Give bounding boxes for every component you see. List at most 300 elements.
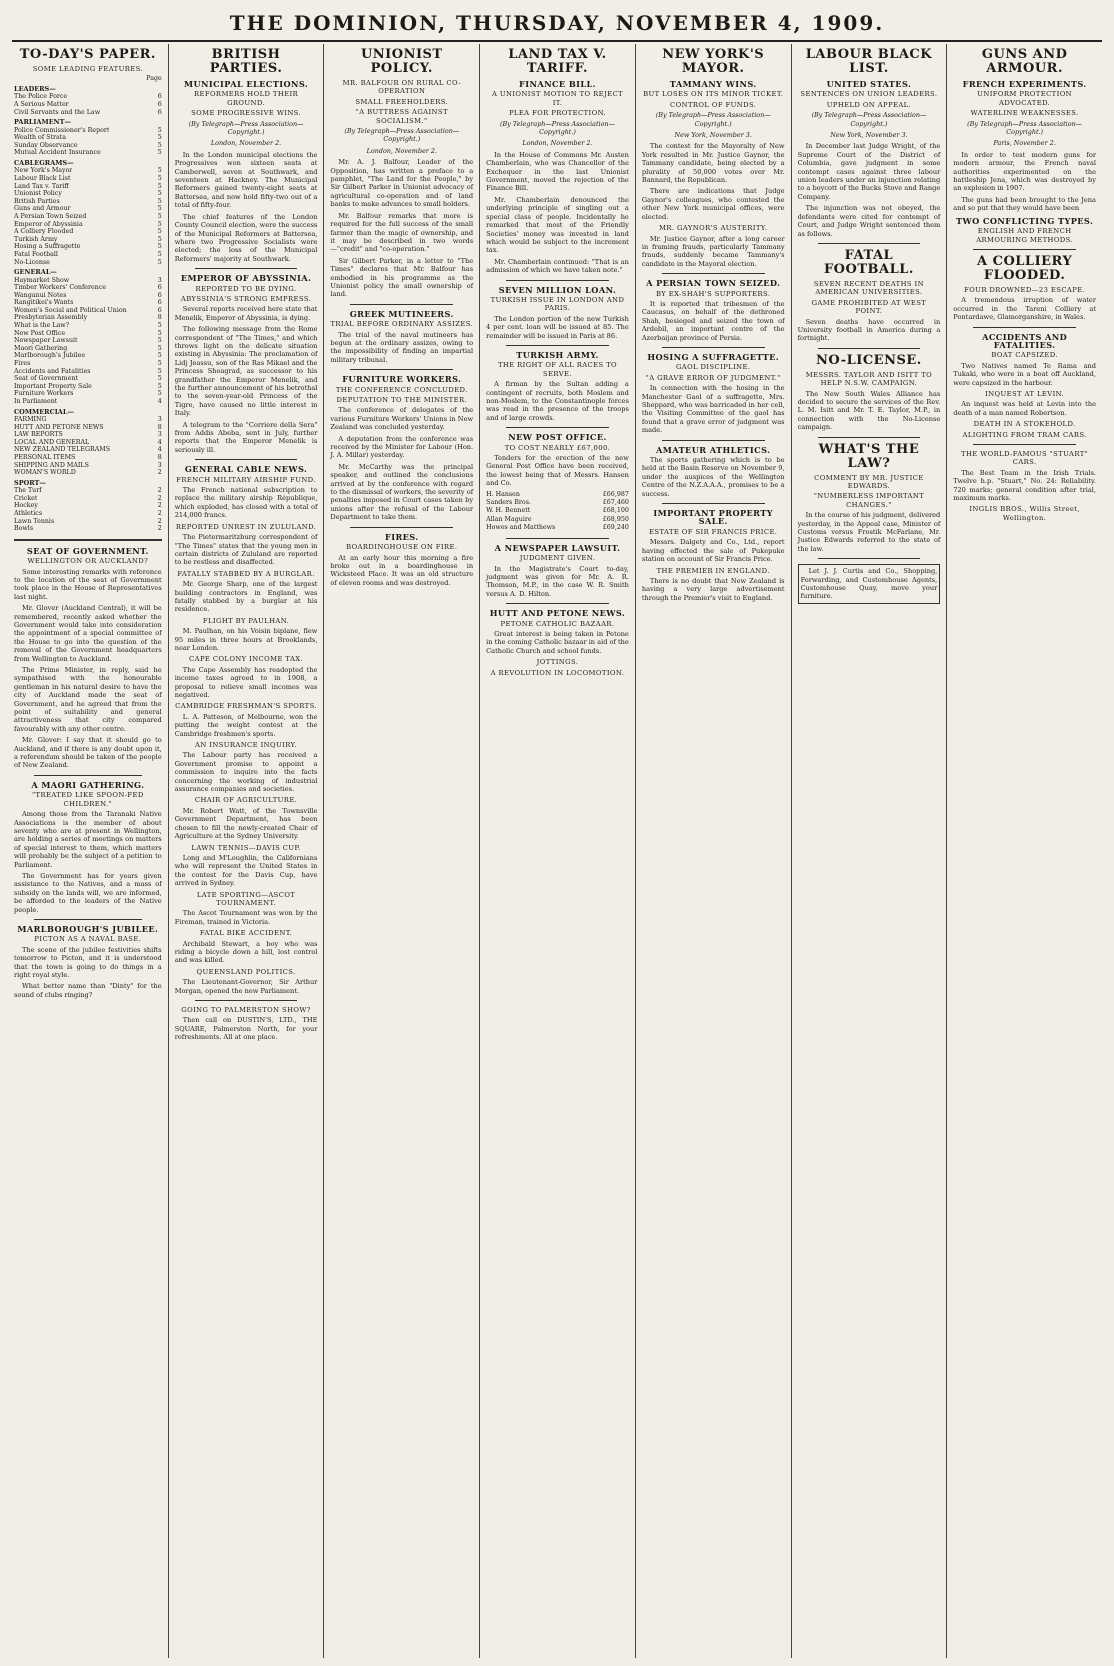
divider: [350, 304, 453, 305]
toc-item-page: 3: [157, 431, 162, 439]
cable-item-text: The Ascot Tournament was won by the Fireman, trained in Victoria.: [174, 909, 318, 926]
toc-group-name: GENERAL—: [14, 268, 57, 277]
cable-item-head: LATE SPORTING—ASCOT TOURNAMENT.: [196, 890, 296, 907]
toc-row: [14, 205, 162, 213]
land-tax-paragraph: In the House of Commons Mr. Austen Chamberlain, who was Chancellor of the Exchequer in the last Unionist Government, moved the rejection of the Finance Bill.: [486, 150, 629, 193]
abyssinia-paragraph: Several reports received here state that Menelik, Emperor of Abyssinia, is dying.: [174, 305, 318, 322]
toc-item-page: 5: [157, 390, 162, 398]
furniture-paragraph: A deputation from the conference was received by the Minister for Labour (Hon. J. A. Millar) yesterday.: [330, 434, 474, 460]
divider: [506, 603, 609, 604]
labour-title: LABOUR BLACK LIST.: [805, 47, 933, 76]
maori-sub: "TREATED LIKE SPOON-FED CHILDREN.": [31, 791, 144, 808]
inquest-head: INQUEST AT LEVIN.: [985, 389, 1065, 398]
toc-item-label: Cricket: [14, 494, 38, 502]
cable-item-head: REPORTED UNREST IN ZULULAND.: [175, 522, 317, 531]
ny-sub2: BUT LOSES ON ITS MINOR TICKET.: [643, 90, 784, 99]
tenders-table: [486, 491, 629, 533]
cable-item-head: LAWN TENNIS—DAVIS CUP.: [191, 843, 301, 852]
cable-item-text: The Cape Assembly has readopted the income taxes agreed to in 1908, a proposal to relieve small incomes was negatived.: [174, 665, 318, 699]
turkish-text: A firman by the Sultan adding a contingent of recruits, both Moslem and non-Moslem, to the Constantinople forces was read in the presence of the troops and of large crowds.: [486, 380, 629, 422]
toc-row: [14, 330, 162, 338]
two-types-sub: ENGLISH AND FRENCH ARMOURING METHODS.: [976, 227, 1074, 244]
toc-item-page: 8: [157, 453, 162, 461]
toc-item-page: 5: [157, 258, 162, 266]
toc-item-label: Land Tax v. Tariff: [14, 182, 69, 190]
tender-row: [486, 491, 629, 499]
british-sub1: MUNICIPAL ELECTIONS.: [183, 79, 309, 89]
toc-row: [14, 518, 162, 526]
fires-paragraph: At an early hour this morning a fire broke out in a boardinghouse in Wicksteed Place. It was an old structure of eleven rooms and was destroyed.: [330, 553, 474, 587]
toc-item-label: Marlborough's Jubilee: [14, 352, 86, 360]
divider: [14, 539, 162, 541]
post-office-sub: TO COST NEARLY £67,000.: [504, 443, 611, 452]
toc-item-label: NEW ZEALAND TELEGRAMS: [14, 446, 111, 454]
whats-law-sub: COMMENT BY MR. JUSTICE EDWARDS.: [814, 473, 924, 490]
ny-sub1: TAMMANY WINS.: [669, 79, 757, 89]
furniture-paragraph: Mr. McCarthy was the principal speaker, and outlined the conclusions arrived at by the conference with regard to the dismissal of workers, the severity of penalties imposed in Court cases taken by unions after the refusal of the Labour Department to take them.: [330, 462, 474, 522]
turkish-title: TURKISH ARMY.: [516, 349, 599, 360]
tram-head: ALIGHTING FROM TRAM CARS.: [962, 430, 1087, 439]
divider: [350, 369, 453, 370]
fatal-text: Seven deaths have occurred in University football in America during a fortnight.: [797, 317, 941, 343]
hosing-sub2: "A GRAVE ERROR OF JUDGMENT.": [645, 373, 781, 382]
toc-item-page: 5: [157, 212, 162, 220]
british-article: [175, 151, 318, 263]
divider: [662, 273, 765, 274]
toc-item-label: A Colliery Flooded: [14, 228, 74, 236]
toc-item-page: 2: [157, 525, 162, 533]
toc-item-page: 3: [157, 416, 162, 423]
table-of-contents: [14, 85, 162, 533]
hosing-text: In connection with the hosing in the Manchester Gaol of a suffragette, Mrs. Sheppard, who was barricaded in her cell, the Visiting Committee of the gaol has found that a grave error of judgment was made.: [641, 384, 785, 435]
toc-row: [14, 175, 162, 183]
guns-sub2: UNIFORM PROTECTION ADVOCATED.: [977, 90, 1073, 107]
divider: [662, 503, 765, 504]
maori-article: [14, 810, 162, 914]
greek-paragraph: The trial of the naval mutineers has begun at the ordinary assizes, owing to the impossibility of finding an impartial military tribunal.: [330, 330, 474, 364]
toc-item-page: 5: [157, 149, 162, 157]
toc-item-label: Important Property Sale: [14, 382, 92, 390]
toc-row: [14, 337, 162, 345]
toc-item-label: Guns and Armour: [14, 205, 71, 213]
toc-row: [14, 236, 162, 244]
labour-article: [798, 142, 941, 237]
stokehold-head: DEATH IN A STOKEHOLD.: [973, 420, 1076, 429]
marl-paragraph: What better name than "Dinty" for the sound of clubs ringing?: [14, 982, 162, 999]
toc-item-page: 2: [157, 487, 162, 495]
no-license-title: NO-LICENSE.: [816, 352, 922, 368]
toc-item-page: 3: [157, 461, 162, 469]
toc-row: [14, 183, 162, 191]
seat-sub: WELLINGTON OR AUCKLAND?: [27, 557, 149, 566]
toc-item-page: 5: [157, 190, 162, 198]
toc-group-name: LEADERS—: [14, 85, 56, 93]
toc-item-label: LAW REPORTS: [14, 431, 63, 439]
toc-item-label: Timber Workers' Conference: [14, 284, 107, 292]
toc-row: [14, 431, 162, 439]
seat-title: SEAT OF GOVERNMENT.: [26, 545, 149, 556]
toc-item-page: 5: [157, 228, 162, 236]
cable-item-head: FLIGHT BY PAULHAN.: [202, 616, 290, 625]
toc-item-page: 6: [157, 306, 162, 314]
toc-item-page: 6: [157, 299, 162, 307]
toc-item-page: 5: [157, 360, 162, 368]
accidents-sub: BOAT CAPSIZED.: [991, 351, 1058, 360]
british-parties-title: BRITISH PARTIES.: [209, 47, 283, 76]
guns-article: [953, 151, 1096, 213]
toc-item-label: British Parties: [14, 197, 60, 205]
stuart-head: THE WORLD-FAMOUS "STUART" CARS.: [961, 450, 1089, 467]
land-tax-paragraph: Mr. Chamberlain continued: "That is an admission of which we have taken note.": [486, 257, 629, 275]
toc-row: [14, 109, 162, 117]
byline: (By Telegraph—Press Association—Copyright.): [344, 127, 460, 144]
newspaper-title: A NEWSPAPER LAWSUIT.: [494, 542, 621, 553]
fatal-sub: SEVEN RECENT DEATHS IN AMERICAN UNIVERSITIES.: [813, 279, 924, 297]
seat-article: [14, 568, 162, 770]
toc-item-page: 4: [157, 438, 162, 446]
toc-item-label: Hockey: [14, 502, 38, 510]
toc-item-label: FARMING: [14, 416, 47, 423]
divider: [818, 558, 921, 559]
toc-item-page: 2: [157, 502, 162, 510]
toc-item-page: 6: [157, 93, 162, 101]
toc-item-page: 5: [157, 367, 162, 375]
divider: [818, 243, 921, 244]
toc-item-label: Seat of Government: [14, 375, 78, 383]
column-4: [479, 44, 635, 1658]
toc-item-label: Sunday Observance: [14, 141, 78, 149]
toc-item-page: 4: [157, 398, 162, 405]
dateline: London, November 2.: [210, 139, 282, 148]
toc-item-page: 5: [157, 197, 162, 205]
divider: [973, 444, 1076, 445]
column-6: [791, 44, 947, 1658]
toc-item-label: HUTT AND PETONE NEWS: [14, 423, 104, 431]
furniture-article: [330, 406, 473, 521]
toc-item-page: 5: [157, 220, 162, 228]
toc-item-label: Mutual Accident Insurance: [14, 149, 101, 157]
todays-paper-sub: SOME LEADING FEATURES.: [32, 65, 143, 73]
two-types-title: TWO CONFLICTING TYPES.: [956, 215, 1094, 226]
persian-text: It is reported that tribesmen of the Caucasus, on behalf of the dethroned Shah, besieged and seized the town of Ardebil, an important centre of the Azerbaijan province of Persia.: [641, 299, 785, 342]
todays-paper-title: TO-DAY'S PAPER.: [19, 47, 156, 62]
seat-paragraph: Mr. Glover (Auckland Central), it will be remembered, recently asked whether the Government would take into consideration the appointment of a special committee of the House to go into the question of the removal of the Government headquarters from Wellington to Auckland.: [14, 604, 162, 663]
toc-row: [14, 525, 162, 533]
toc-row: [14, 228, 162, 236]
british-sub2: REFORMERS HOLD THEIR GROUND.: [193, 90, 299, 107]
unionist-paragraph: Mr. Balfour remarks that more is required for the full success of the small farmer than the magic of ownership, and it may be described in two words—"credit" and "co-operation.": [330, 211, 474, 254]
divider: [506, 345, 609, 346]
labour-sub2: SENTENCES ON UNION LEADERS.: [800, 90, 938, 99]
toc-item-label: New Post Office: [14, 329, 66, 337]
colliery-title: A COLLIERY FLOODED.: [977, 253, 1073, 283]
toc-item-page: 5: [157, 329, 162, 337]
toc-item-label: LOCAL AND GENERAL: [14, 438, 90, 446]
toc-item-label: Wanganui Notes: [14, 291, 67, 299]
unionist-paragraph: Mr. A. J. Balfour, Leader of the Opposition, has written a preface to a pamphlet, "The Land for the People," by Sir Gilbert Parker in Unionist advocacy of agricultural co-operation and of land banks to make advances to small holders.: [330, 158, 474, 209]
cable-item-text: Archibald Stewart, a boy who was riding a bicycle down a hill, lost control and was killed.: [174, 939, 318, 965]
labour-sub1: UNITED STATES.: [826, 79, 912, 89]
toc-item-label: Rangitikei's Wants: [14, 299, 74, 307]
ny-article: [642, 142, 785, 221]
gaynor-title: MR. GAYNOR'S AUSTERITY.: [659, 224, 768, 233]
abyssinia-title: EMPEROR OF ABYSSINIA.: [180, 273, 312, 284]
dateline: New York, November 3.: [674, 131, 752, 140]
toc-item-page: 4: [157, 446, 162, 454]
property-title: IMPORTANT PROPERTY SALE.: [653, 508, 773, 527]
hutt-title: HUTT AND PETONE NEWS.: [489, 608, 626, 619]
whats-law-text: In the course of his judgment, delivered yesterday, in the Appeal case, Minister of Customs versus Frostik McFarlane, Mr. Justice Edwards referred to the state of the law.: [797, 511, 941, 553]
divider: [195, 268, 298, 269]
toc-row: [14, 454, 162, 462]
toc-row: [14, 299, 162, 307]
toc-item-label: A Serious Matter: [14, 101, 69, 108]
fires-title: FIRES.: [385, 531, 419, 542]
marl-article: [14, 946, 162, 999]
toc-item-label: Hosing a Suffragette: [14, 243, 81, 251]
divider: [195, 459, 298, 460]
curtis-ad: Let J. J. Curtis and Co., Shopping, Forwarding, and Customhouse Agents, Customhouse Quay, move your furniture.: [798, 564, 941, 604]
toc-item-page: 6: [157, 108, 162, 116]
toc-item-page: 5: [157, 167, 162, 175]
cable-item-head: CAPE COLONY INCOME TAX.: [189, 655, 304, 664]
land-tax-title: LAND TAX V. TARIFF.: [508, 47, 607, 76]
divider: [973, 327, 1076, 328]
toc-row: [14, 213, 162, 221]
dateline: New York, November 3.: [830, 131, 908, 140]
byline: (By Telegraph—Press Association—Copyright.): [500, 119, 615, 137]
unionist-title: UNIONIST POLICY.: [360, 47, 443, 76]
palmerston-title: GOING TO PALMERSTON SHOW?: [181, 1006, 311, 1014]
fires-sub: BOARDINGHOUSE ON FIRE.: [346, 543, 458, 552]
toc-item-page: 8: [157, 423, 162, 431]
general-cable-title: GENERAL CABLE NEWS.: [184, 464, 308, 475]
maori-paragraph: The Government has for years given assistance to the Natives, and a mass of subsidy on the lands will, we are informed, be afforded to the leaders of the Native people.: [14, 871, 162, 914]
cable-item-text: The Pietermaritzburg correspondent of "The Times" states that the young men in certain districts of Zululand are reported to be restless and disaffected.: [174, 533, 318, 567]
premier-head: THE PREMIER IN ENGLAND.: [656, 566, 770, 575]
dateline: London, November 2.: [366, 146, 437, 155]
toc-item-page: 5: [157, 235, 162, 243]
stuart-text: The Best Team in the Irish Trials. Twelve h.p. "Stuart," No. 24: Reliability. 720 marks; general condition after trial, maximum marks.: [953, 468, 1096, 503]
toc-item-page: 5: [157, 344, 162, 352]
toc-row: [14, 439, 162, 447]
cable-item-head: QUEENSLAND POLITICS.: [196, 967, 296, 976]
fires-article: [330, 554, 473, 588]
abyssinia-sub2: ABYSSINIA'S STRONG EMPRESS.: [180, 294, 312, 303]
column-1: [12, 44, 168, 1658]
toc-item-label: Bowls: [14, 525, 34, 533]
divider: [195, 1000, 298, 1001]
toc-row: [14, 93, 162, 101]
toc-row: [14, 345, 162, 353]
toc-page-label: Page: [146, 75, 162, 83]
column-7: [946, 44, 1102, 1658]
toc-group-name: PARLIAMENT—: [14, 118, 71, 127]
divider: [34, 919, 142, 920]
hutt-sub: PETONE CATHOLIC BAZAAR.: [500, 619, 615, 628]
toc-item-label: Fires: [14, 360, 31, 368]
toc-item-page: 5: [157, 205, 162, 213]
no-license-sub: MESSRS. TAYLOR AND ISITT TO HELP N.S.W. CAMPAIGN.: [805, 370, 933, 388]
cable-item-text: The Labour party has received a Government promise to appoint a commission to inquire into the facts concerning the working of industrial assurance companies and societies.: [174, 751, 318, 794]
turkish-sub: THE RIGHT OF ALL RACES TO SERVE.: [497, 361, 618, 378]
byline: (By Telegraph—Press Association—Copyright.): [655, 111, 771, 128]
tender-name: W. H. Bennett: [486, 507, 531, 515]
divider: [506, 427, 609, 428]
revolution: A REVOLUTION IN LOCOMOTION.: [490, 668, 625, 677]
toc-item-label: Newspaper Lawsuit: [14, 337, 78, 345]
toc-item-page: 5: [157, 250, 162, 258]
toc-row: [14, 375, 162, 383]
greek-article: [330, 331, 473, 365]
cable-item-text: Mr. Robert Watt, of the Townsville Government Department, has been chosen to fill the newly-created Chair of Agriculture at the Sydney University.: [174, 806, 318, 841]
unionist-sub1: MR. BALFOUR ON RURAL CO-OPERATION: [342, 79, 461, 96]
furniture-sub: THE CONFERENCE CONCLUDED.: [335, 385, 468, 394]
post-office-title: NEW POST OFFICE.: [508, 432, 607, 443]
post-office-text: Tenders for the erection of the new General Post Office have been received, the lowest being that of Messrs. Hansen and Co.: [486, 454, 629, 488]
toc-item-label: Women's Social and Political Union: [14, 306, 127, 314]
hutt-text: Great interest is being taken in Petone in the coming Catholic bazaar in aid of the Catholic Church and school funds.: [486, 629, 629, 655]
column-2: [168, 44, 324, 1658]
divider: [818, 348, 921, 349]
toc-item-label: Maori Gathering: [14, 344, 68, 352]
toc-group-name: CABLEGRAMS—: [14, 158, 74, 167]
toc-item-page: 2: [157, 509, 162, 517]
masthead: THE DOMINION, THURSDAY, NOVEMBER 4, 1909.: [12, 6, 1102, 42]
guns-paragraph: The guns had been brought to the Jena and so put that they would have been: [953, 195, 1096, 213]
land-tax-sub1: FINANCE BILL.: [519, 79, 596, 89]
fatal-sub2: GAME PROHIBITED AT WEST POINT.: [811, 298, 927, 316]
toc-row: [14, 446, 162, 454]
labour-paragraph: The injunction was not obeyed, the defendants were cited for contempt of Court, and Judge Wright sentenced them as follows.: [797, 204, 941, 238]
amateur-title: AMATEUR ATHLETICS.: [656, 444, 771, 455]
toc-row: [14, 360, 162, 368]
toc-row: [14, 221, 162, 229]
divider: [973, 249, 1076, 250]
toc-row: [14, 487, 162, 495]
maori-paragraph: Among those from the Taranaki Native Associations is the member of about seventy who are at present in Wellington, are holding a series of meetings on matters of special interest to them, which matters will probably be the subject of a petition to Parliament.: [14, 810, 162, 869]
toc-item-label: Civil Servants and the Law: [14, 108, 101, 116]
inquest-text: An inquest was held at Levin into the death of a man named Robertson.: [953, 400, 1096, 417]
toc-item-label: The Turf: [14, 487, 42, 495]
premier-text: There is no doubt that New Zealand is having a very large advertisement through the Premier's visit to England.: [641, 576, 785, 602]
unionist-sub2: SMALL FREEHOLDERS.: [355, 97, 449, 106]
toc-item-page: 5: [157, 337, 162, 345]
seat-paragraph: Some interesting remarks with reference to the location of the seat of Government took place in the House of Representatives last night.: [14, 567, 162, 601]
toc-item-label: Presbyterian Assembly: [14, 314, 88, 322]
tender-amount: £66,987: [602, 490, 629, 498]
divider: [662, 440, 765, 441]
toc-item-page: 2: [157, 517, 162, 525]
land-tax-paragraph: Mr. Chamberlain denounced the underlying principle of singling out a special class of people. Incidentally he remarked that most of the Friendly Societies' money was invested in land which would be subject to the increment tax.: [486, 195, 629, 255]
toc-item-label: Furniture Workers: [14, 390, 74, 398]
toc-row: [14, 390, 162, 398]
tender-amount: £69,240: [602, 524, 629, 532]
column-3: [323, 44, 479, 1658]
toc-row: [14, 259, 162, 267]
toc-item-label: Unionist Policy: [14, 190, 62, 198]
divider: [662, 347, 765, 348]
toc-item-label: No-License: [14, 258, 50, 266]
labour-paragraph: In December last Judge Wright, of the Supreme Court of the District of Columbia, gave judgment in some contempt cases against three labour union leaders under an injunction relating to a boycott of the Bucks Stove and Range Company.: [797, 142, 941, 201]
divider: [818, 437, 921, 438]
furniture-title: FURNITURE WORKERS.: [342, 374, 462, 385]
toc-item-label: PERSONAL ITEMS: [14, 453, 76, 461]
toc-row: [14, 416, 162, 424]
toc-row: [14, 462, 162, 470]
marl-sub: PICTON AS A NAVAL BASE.: [34, 935, 142, 944]
land-tax-sub2: A UNIONIST MOTION TO REJECT IT.: [492, 90, 623, 107]
toc-row: [14, 352, 162, 360]
general-cable-items: [175, 476, 318, 995]
toc-item-label: In Parliament: [14, 398, 58, 405]
cable-item-head: CAMBRIDGE FRESHMAN'S SPORTS.: [175, 702, 317, 711]
abyssinia-paragraph: A telegram to the "Corriere della Sera" from Addis Abeba, sent in July, further reports that the Emperor Menelik is seriously ill.: [174, 420, 318, 454]
toc-row: [14, 127, 162, 135]
toc-item-page: 5: [157, 375, 162, 383]
column-5: [635, 44, 791, 1658]
toc-item-label: Haymarket Show: [14, 276, 70, 284]
no-license-text: The New South Wales Alliance has decided to secure the services of the Rev. L. M. Isitt and Mr. T. E. Taylor, M.P., in connection with the No-License campaign.: [797, 389, 941, 432]
cable-item-head: CHAIR OF AGRICULTURE.: [194, 796, 298, 805]
tender-amount: £67,460: [602, 499, 629, 507]
tender-row: [486, 524, 629, 532]
divider: [506, 280, 609, 281]
toc-row: [14, 277, 162, 285]
toc-item-label: Wealth of Strata: [14, 134, 67, 142]
toc-item-page: 6: [157, 101, 162, 108]
british-paragraph: In the London municipal elections the Progressives won sixteen seats at Camberwell, seven at Southwark, and seventeen at Hackney. The Municipal Reformers gained twenty-eight seats at Battersea, and now hold fifty-two out of a total of fifty-four.: [174, 150, 318, 210]
toc-group-name: COMMERCIAL—: [14, 407, 74, 416]
toc-item-page: 5: [157, 182, 162, 190]
toc-item-page: 3: [157, 276, 162, 284]
dateline: London, November 2.: [522, 139, 593, 148]
toc-row: [14, 198, 162, 206]
toc-row: [14, 424, 162, 432]
labour-sub3: UPHELD ON APPEAL.: [826, 100, 912, 109]
toc-row: [14, 307, 162, 315]
dateline: Paris, November 2.: [993, 139, 1056, 148]
tender-amount: £68,950: [602, 515, 629, 523]
jottings: JOTTINGS.: [536, 658, 579, 667]
seat-paragraph: Mr. Glover: I say that it should go to Auckland, and if there is any doubt upon it, a referendum should be taken of the people of New Zealand.: [14, 736, 162, 770]
toc-row: [14, 142, 162, 150]
amateur-text: The sports gathering which is to be held at the Basin Reserve on November 9, under the auspices of the Wellington Centre of the N.Z.A.A.A., promises to be a success.: [641, 456, 785, 498]
palmerston-ad: Then call on DUSTIN'S, LTD., THE SQUARE, Palmerston North, for your refreshments. All at one place.: [174, 1016, 318, 1042]
toc-item-label: SHIPPING AND MAILS: [14, 461, 89, 469]
toc-row: [14, 510, 162, 518]
hosing-title: HOSING A SUFFRAGETTE.: [647, 351, 779, 362]
toc-item-label: A Persian Town Seized: [14, 212, 87, 220]
divider: [34, 775, 142, 776]
seat-paragraph: The Prime Minister, in reply, said he sympathised with the honourable gentleman in his natural desire to have the city of Auckland made the seat of Government, and he agreed that from the point of suitability and general attractiveness that city compared favourably with any other centre.: [14, 666, 162, 733]
greek-sub: TRIAL BEFORE ORDINARY ASSIZES.: [330, 320, 474, 329]
seven-million-sub: TURKISH ISSUE IN LONDON AND PARIS.: [490, 295, 625, 313]
cable-item-head: FRENCH MILITARY AIRSHIP FUND.: [176, 475, 316, 484]
abyssinia-sub: REPORTED TO BE DYING.: [195, 284, 297, 293]
toc-item-page: 5: [157, 134, 162, 142]
cable-item-head: FATAL BIKE ACCIDENT.: [199, 929, 293, 938]
toc-item-page: 5: [157, 243, 162, 251]
cable-item-text: The French national subscription to replace the military airship République, which exploded, has closed with a total of 214,000 francs.: [174, 486, 318, 520]
cable-item-text: Long and M'Loughlin, the Californians who will represent the United States in the contest for the Davis Cup, have arrived in Sydney.: [174, 853, 318, 888]
marl-title: MARLBOROUGH'S JUBILEE.: [17, 923, 159, 934]
toc-group-name: SPORT—: [14, 478, 46, 487]
toc-row: [14, 368, 162, 376]
toc-item-label: Emperor of Abyssinia: [14, 220, 83, 228]
tender-amount: £68,100: [602, 507, 629, 515]
toc-item-page: 5: [157, 174, 162, 182]
